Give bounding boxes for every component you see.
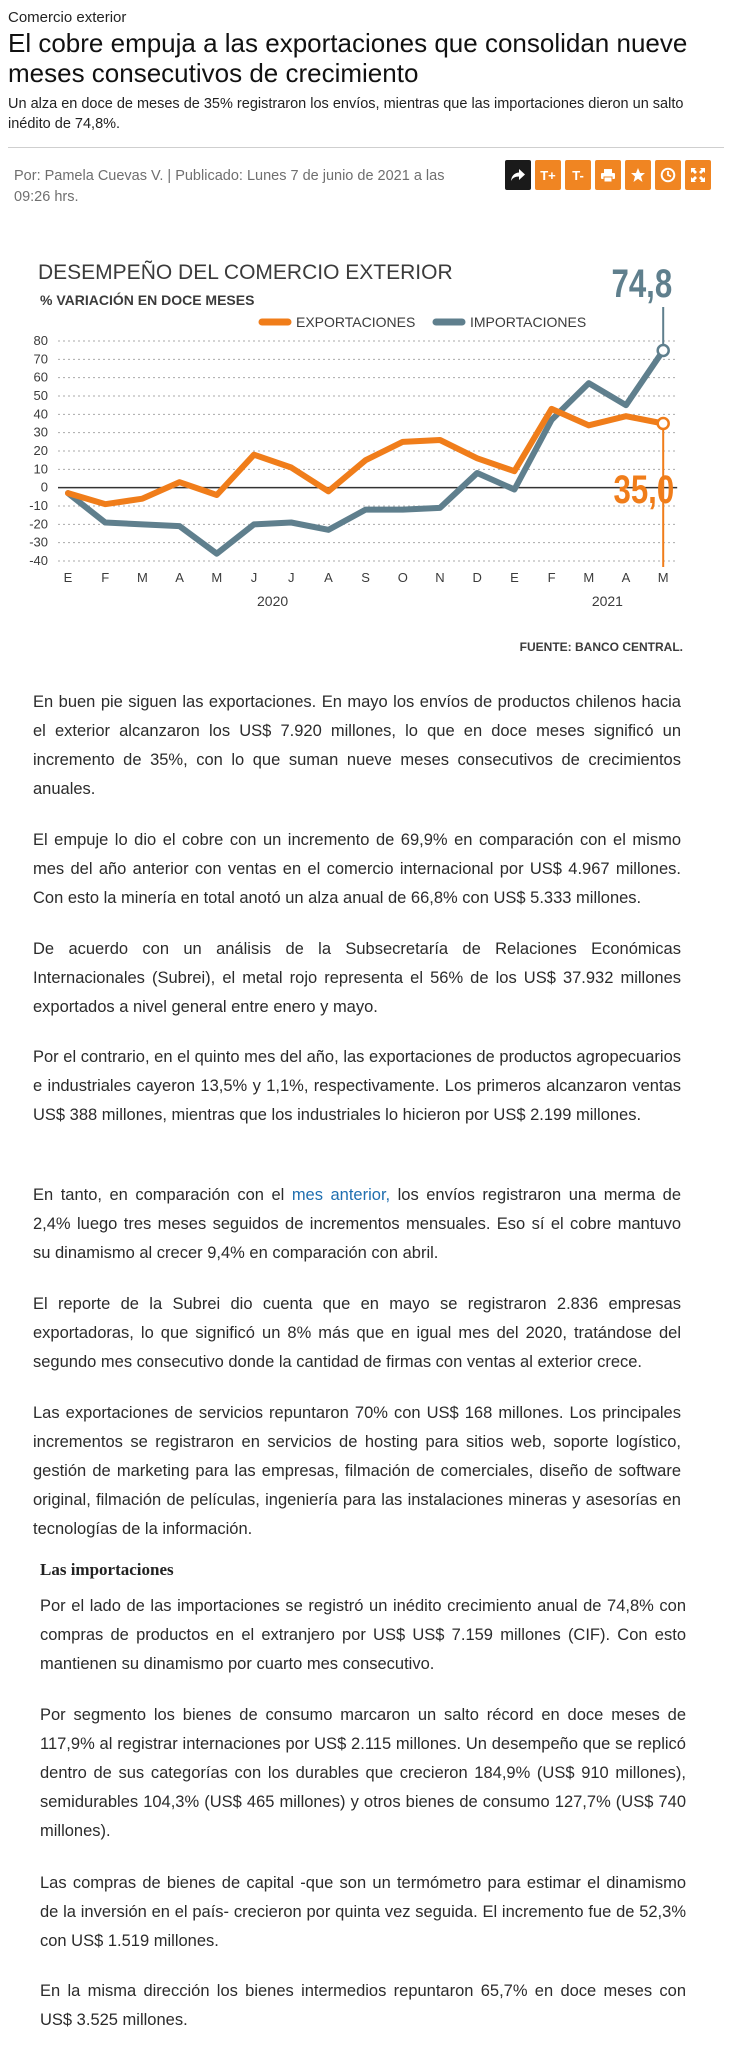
- paragraph-2: El empuje lo dio el cobre con un incremento de 69,9% en comparación con el mismo mes del año anterior con ventas en el comercio internacional por US$ 4.967 millones. Con esto la minería en total anotó un alza anual de 66,8% con US$ 5.333 millones.: [33, 831, 681, 907]
- print-button[interactable]: [595, 160, 621, 190]
- y-tick-label: -20: [29, 516, 48, 532]
- paragraph-9: Por segmento los bienes de consumo marcaron un salto récord en doce meses de 117,9% al registrar internaciones por US$ 2.115 millones. Un desempeño que se replicó dentro de sus categorías con los durables que crecieron 184,9% (US$ 910 millones), semidurables 104,3% (US$ 465 millones) y otros bienes de consumo 127,7% (US$ 740 millones).: [40, 1706, 686, 1840]
- x-tick-label: E: [63, 570, 73, 585]
- x-tick-label: M: [583, 570, 595, 585]
- x-tick-label: M: [211, 570, 223, 585]
- y-tick-label: 40: [33, 406, 48, 422]
- paragraph-5: [33, 1181, 681, 1268]
- series-line-exportaciones: [68, 409, 663, 504]
- x-tick-label: S: [361, 570, 370, 585]
- paragraph-8: Por el lado de las importaciones se registró un inédito crecimiento anual de 74,8% con compras de productos en el extranjero por US$ US$ 7.159 millones (CIF). Con esto mantienen su dinamismo por cuarto mes consecutivo.: [40, 1597, 686, 1673]
- x-tick-label: J: [287, 570, 295, 585]
- y-tick-label: -10: [29, 498, 48, 513]
- chart-legend: [262, 314, 586, 330]
- x-tick-label: F: [101, 570, 110, 585]
- year-label-2021: 2021: [591, 593, 623, 609]
- expand-icon: [690, 167, 706, 183]
- x-tick-label: F: [547, 570, 556, 585]
- favorite-button[interactable]: [625, 160, 651, 190]
- article-toolbar: [505, 160, 711, 190]
- y-tick-label: -40: [29, 553, 48, 568]
- y-tick-label: -30: [29, 534, 48, 550]
- line-chart: [18, 245, 708, 665]
- series-line-importaciones: [68, 351, 663, 554]
- x-tick-label: E: [510, 570, 519, 585]
- paragraph-5-text-a: En tanto, en comparación con el: [33, 1186, 292, 1204]
- paragraph-10: Las compras de bienes de capital -que son un termómetro para estimar el dinamismo de la inversión en el país- crecieron por quinta vez seguida. El incremento fue de 52,3% con US$ 1.519 millones.: [40, 1874, 686, 1950]
- callout-importaciones: 74,8: [611, 261, 673, 306]
- year-label-2020: 2020: [257, 593, 289, 609]
- y-tick-label: 30: [33, 424, 48, 440]
- star-icon: [630, 167, 646, 183]
- deck: Un alza en doce de meses de 35% registraron los envíos, mientras que las importaciones dieron un salto inédito de 74,8%.: [8, 96, 684, 132]
- x-tick-label: M: [136, 570, 148, 585]
- x-tick-label: O: [397, 570, 408, 585]
- section-label[interactable]: Comercio exterior: [8, 9, 127, 26]
- chart-source: FUENTE: BANCO CENTRAL.: [519, 640, 683, 654]
- x-tick-label: A: [175, 570, 184, 585]
- print-icon: [600, 168, 616, 183]
- fullscreen-button[interactable]: [685, 160, 711, 190]
- y-tick-label: 70: [33, 351, 48, 367]
- legend-label-importaciones: IMPORTACIONES: [470, 314, 587, 330]
- end-marker-exportaciones: [658, 418, 669, 429]
- chart-title: DESEMPEÑO DEL COMERCIO EXTERIOR: [38, 261, 453, 284]
- y-tick-label: 10: [33, 461, 48, 477]
- previous-month-link[interactable]: mes anterior,: [291, 1186, 391, 1204]
- share-button[interactable]: [505, 160, 531, 190]
- byline: Por: Pamela Cuevas V. | Publicado: Lunes 7 de junio de 2021 a las 09:26 hrs.: [14, 168, 445, 205]
- x-tick-label: N: [435, 570, 445, 585]
- y-tick-label: 60: [33, 369, 48, 385]
- font-increase-button[interactable]: T+: [535, 160, 561, 190]
- x-tick-label: M: [657, 570, 669, 585]
- y-tick-label: 50: [33, 388, 48, 403]
- paragraph-5-text-b: los envíos registraron una merma de 2,4% luego tres meses seguidos de incrementos mensuales. Eso sí el cobre mantuvo su dinamismo al crecer 9,4% en comparación con abril.: [33, 1186, 681, 1262]
- history-button[interactable]: [655, 160, 681, 190]
- x-tick-label: A: [324, 570, 333, 585]
- share-arrow-icon: [510, 168, 526, 182]
- legend-label-exportaciones: EXPORTACIONES: [296, 314, 416, 330]
- font-decrease-button[interactable]: T-: [565, 160, 591, 190]
- x-tick-label: A: [621, 570, 631, 585]
- callout-exportaciones: 35,0: [613, 467, 675, 512]
- paragraph-6: El reporte de la Subrei dio cuenta que en mayo se registraron 2.836 empresas exportadoras, lo que significó un 8% más que en igual mes del 2020, tratándose del segundo mes consecutivo donde la cantidad de firmas con ventas al exterior crece.: [33, 1295, 681, 1371]
- clock-icon: [660, 167, 676, 183]
- paragraph-4: Por el contrario, en el quinto mes del año, las exportaciones de productos agropecuarios e industriales cayeron 13,5% y 1,1%, respectivamente. Los primeros alcanzaron ventas US$ 388 millones, mientras que los industriales lo hicieron por US$ 2.199 millones.: [33, 1048, 681, 1124]
- paragraph-1: En buen pie siguen las exportaciones. En mayo los envíos de productos chilenos hacia el exterior alcanzaron los US$ 7.920 millones, lo que en doce meses significó un incremento de 35%, con lo que suman nueve meses consecutivos de crecimientos anuales.: [33, 693, 681, 798]
- y-tick-label: 80: [33, 333, 48, 348]
- trade-chart: [18, 245, 708, 665]
- divider: [8, 147, 724, 148]
- y-tick-label: 20: [33, 443, 48, 458]
- end-marker-importaciones: [658, 345, 669, 356]
- x-tick-label: J: [250, 570, 258, 585]
- headline: El cobre empuja a las exportaciones que consolidan nueve meses consecutivos de crecimiento: [8, 28, 688, 88]
- chart-subtitle: % VARIACIÓN EN DOCE MESES: [40, 292, 255, 308]
- paragraph-3: De acuerdo con un análisis de la Subsecretaría de Relaciones Económicas Internacionales (Subrei), el metal rojo representa el 56% de los US$ 37.932 millones exportados a nivel general entre enero y mayo.: [33, 940, 681, 1016]
- paragraph-7: Las exportaciones de servicios repuntaron 70% con US$ 168 millones. Los principales incrementos se registraron en servicios de hosting para sitios web, soporte logístico, gestión de marketing para las empresas, filmación de comerciales, diseño de software original, filmación de películas, ingeniería para las instalaciones mineras y asesorías en tecnologías de la información.: [33, 1404, 681, 1538]
- paragraph-11: En la misma dirección los bienes intermedios repuntaron 65,7% en doce meses con US$ 3.525 millones.: [40, 1982, 686, 2029]
- y-tick-label: 0: [40, 479, 48, 495]
- subheading-importaciones: Las importaciones: [40, 1560, 174, 1579]
- x-tick-label: D: [472, 570, 482, 585]
